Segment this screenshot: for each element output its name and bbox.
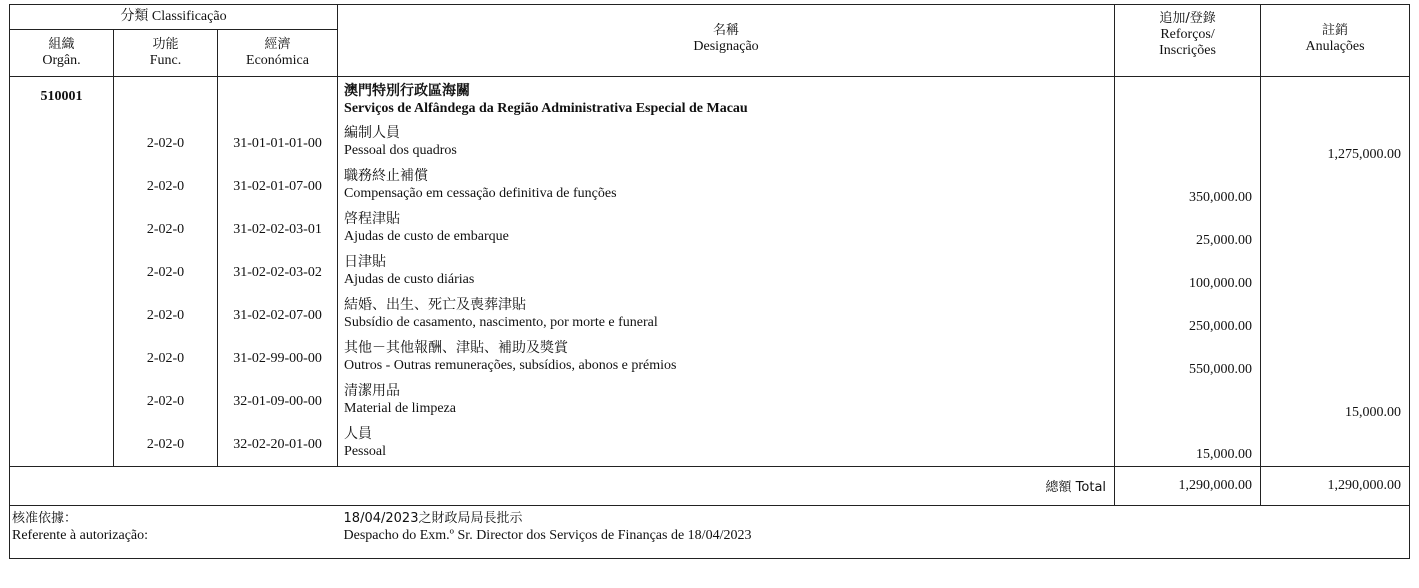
- authorization-label: 核准依據： Referente à autorização:: [10, 506, 338, 559]
- reforcos-amount: [1115, 381, 1261, 424]
- total-anulacoes: 1,290,000.00: [1261, 467, 1410, 506]
- econ-code: 32-02-20-01-00: [218, 424, 338, 467]
- anulacoes-amount: 15,000.00: [1261, 381, 1410, 424]
- func-code: 2-02-0: [114, 252, 218, 295]
- anulacoes-amount: [1261, 209, 1410, 252]
- func-header: 功能 Func.: [114, 30, 218, 77]
- func-code: 2-02-0: [114, 209, 218, 252]
- reforcos-amount: [1115, 123, 1261, 166]
- anulacoes-amount: [1261, 295, 1410, 338]
- table-row: [10, 295, 1410, 338]
- anulacoes-amount: [1261, 166, 1410, 209]
- econ-code: 31-02-02-03-01: [218, 209, 338, 252]
- func-code: 2-02-0: [114, 123, 218, 166]
- func-code: 2-02-0: [114, 338, 218, 381]
- designation: 清潔用品 Material de limpeza: [338, 381, 1115, 424]
- total-reforcos: 1,290,000.00: [1115, 467, 1261, 506]
- header-row-1: [10, 5, 1410, 30]
- designation-header: 名稱 Designação: [338, 5, 1115, 77]
- reforcos-amount: 25,000.00: [1115, 209, 1261, 252]
- econ-code: 31-01-01-01-00: [218, 123, 338, 166]
- reforcos-amount: 350,000.00: [1115, 166, 1261, 209]
- budget-table: [9, 4, 1410, 559]
- authorization-row: [10, 506, 1410, 559]
- designation: 結婚、出生、死亡及喪葬津貼 Subsídio de casamento, nascimento, por morte e funeral: [338, 295, 1115, 338]
- func-code: 2-02-0: [114, 424, 218, 467]
- designation: 啓程津貼 Ajudas de custo de embarque: [338, 209, 1115, 252]
- total-label: 總額 Total: [10, 467, 1115, 506]
- reforcos-amount: 550,000.00: [1115, 338, 1261, 381]
- anulacoes-amount: [1261, 252, 1410, 295]
- designation: 其他－其他報酬、津貼、補助及獎賞 Outros - Outras remunerações, subsídios, abonos e prémios: [338, 338, 1115, 381]
- org-header: 組織 Orgân.: [10, 30, 114, 77]
- table-row: [10, 166, 1410, 209]
- func-code: 2-02-0: [114, 381, 218, 424]
- reforcos-amount: 250,000.00: [1115, 295, 1261, 338]
- table-row: [10, 209, 1410, 252]
- budget-page: [9, 4, 1409, 576]
- table-row: [10, 123, 1410, 166]
- total-row: [10, 467, 1410, 506]
- econ-code: 31-02-02-07-00: [218, 295, 338, 338]
- designation: 人員 Pessoal: [338, 424, 1115, 467]
- func-code: 2-02-0: [114, 166, 218, 209]
- econ-code: 32-01-09-00-00: [218, 381, 338, 424]
- reforcos-amount: 15,000.00: [1115, 424, 1261, 467]
- org-code: 510001: [10, 77, 114, 123]
- table-row: [10, 381, 1410, 424]
- table-row: [10, 424, 1410, 467]
- func-code: 2-02-0: [114, 295, 218, 338]
- anulacoes-amount: 1,275,000.00: [1261, 123, 1410, 166]
- agency-row: [10, 77, 1410, 123]
- classification-header: 分類 Classificação: [10, 5, 338, 30]
- table-row: [10, 252, 1410, 295]
- table-row: [10, 338, 1410, 381]
- econ-code: 31-02-01-07-00: [218, 166, 338, 209]
- reforcos-amount: 100,000.00: [1115, 252, 1261, 295]
- econ-header: 經濟 Económica: [218, 30, 338, 77]
- authorization-text: 18/04/2023之財政局局長批示 Despacho do Exm.º Sr. Director dos Serviços de Finanças de 18/04/2023: [338, 506, 1410, 559]
- designation: 日津貼 Ajudas de custo diárias: [338, 252, 1115, 295]
- econ-code: 31-02-99-00-00: [218, 338, 338, 381]
- designation: 職務終止補償 Compensação em cessação definitiva de funções: [338, 166, 1115, 209]
- anulacoes-amount: [1261, 424, 1410, 467]
- anulacoes-amount: [1261, 338, 1410, 381]
- designation: 編制人員 Pessoal dos quadros: [338, 123, 1115, 166]
- anulacoes-header: 註銷 Anulações: [1261, 5, 1410, 77]
- econ-code: 31-02-02-03-02: [218, 252, 338, 295]
- agency-name: 澳門特別行政區海關 Serviços de Alfândega da Região Administrativa Especial de Macau: [338, 77, 1115, 123]
- reforcos-header: 追加/登錄 Reforços/ Inscrições: [1115, 5, 1261, 77]
